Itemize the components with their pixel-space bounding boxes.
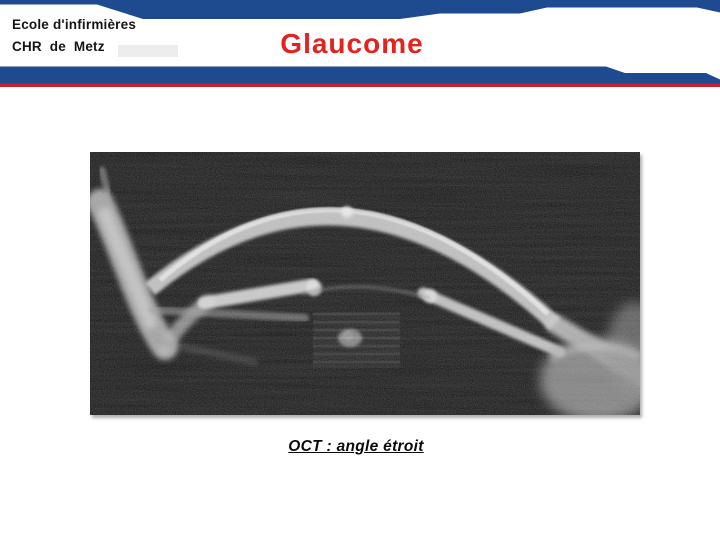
figure-caption: OCT : angle étroit <box>288 438 424 455</box>
noise-grain <box>90 152 640 415</box>
slide-title: Glaucome <box>280 28 424 59</box>
oct-scan-svg <box>90 152 640 415</box>
title-underline-band <box>0 67 720 84</box>
logo-line-1: Ecole d'infirmières <box>12 17 137 32</box>
red-rule-line <box>0 84 720 88</box>
school-logo <box>12 14 136 58</box>
oct-image <box>90 152 640 415</box>
logo-line-2: CHR de Metz <box>12 39 105 54</box>
